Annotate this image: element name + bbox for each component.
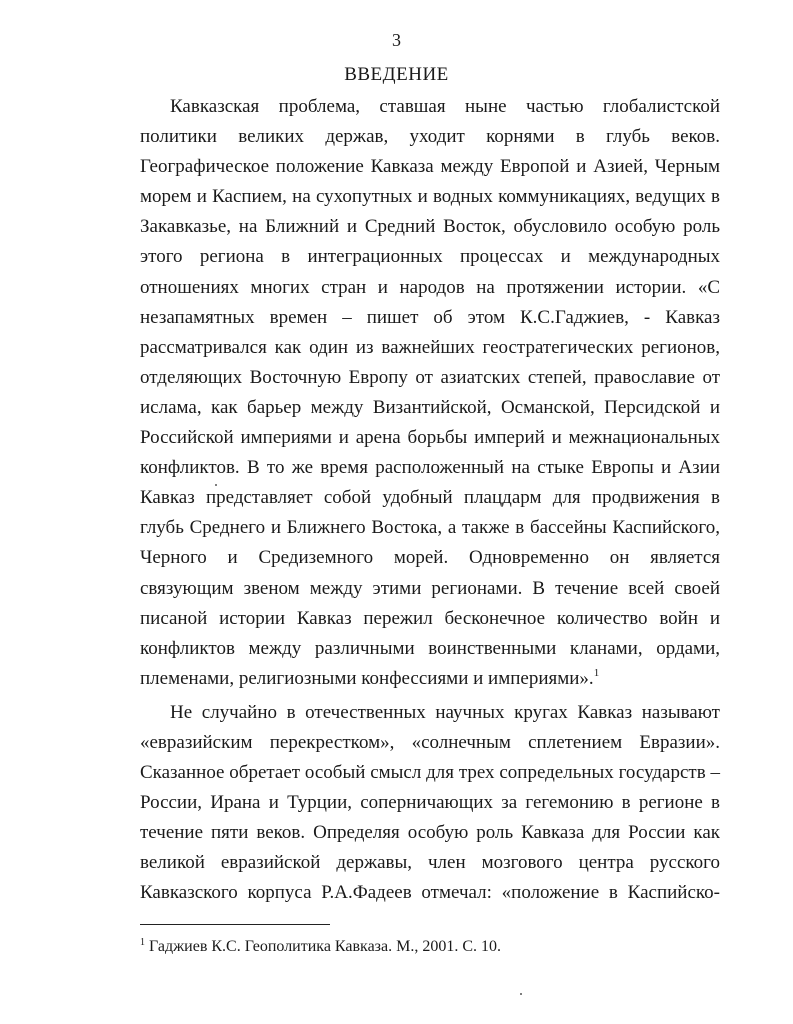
paragraph-text: Не случайно в отечественных научных кругах Кавказ называют «евразийским перекрестком», «солнечным сплетением Евразии». Сказанное обретает особый смысл для трех сопредельных государств – России, Ирана и Турции, соперничающих за гегемонию в регионе в течение пяти веков. Определяя особую роль Кавказа для России как великой евразийской державы, член мозгового центра русского Кавказского корпуса Р.А.Фадеев отмечал: «положение в Каспийско- (140, 701, 720, 904)
footnote-divider (140, 924, 330, 925)
scan-speck (215, 484, 217, 486)
body-text (140, 92, 720, 909)
scan-speck (520, 993, 522, 995)
page-title: ВВЕДЕНИЕ (344, 64, 449, 85)
footnote-marker: 1 (140, 937, 145, 948)
paragraph (140, 698, 720, 909)
page-number: 3 (392, 30, 401, 50)
paragraph-text: Кавказская проблема, ставшая ныне частью глобалистской политики великих держав, уходит корнями в глубь веков. Географическое положение Кавказа между Европой и Азией, Черным морем и Каспием, на сухопутных и водных коммуникациях, ведущих в Закавказье, на Ближний и Средний Восток, обусловило особую роль этого региона в интеграционных процессах и международных отношениях многих стран и народов на протяжении истории. «С незапамятных времен – пишет об этом К.С.Гаджиев, - Кавказ рассматривался как один из важнейших геостратегических регионов, отделяющих Восточную Европу от азиатских степей, православие от ислама, как барьер между Византийской, Османской, Персидской и Российской империями и арена борьбы империй и межнациональных конфликтов. В то же время расположенный на стыке Европы и Азии Кавказ представляет собой удобный плацдарм для продвижения в глубь Среднего и Ближнего Востока, а также в бассейны Каспийского, Черного и Средиземного морей. Одновременно он является связующим звеном между этими регионами. В течение всей своей писаной истории Кавказ пережил бесконечное количество войн и конфликтов между различными воинственными кланами, ордами, племенами, религиозными конфессиями и империями». (140, 96, 720, 689)
paragraph (140, 92, 720, 694)
footnote-text: Гаджиев К.С. Геополитика Кавказа. М., 2001. С. 10. (149, 938, 501, 955)
footnote-reference: 1 (593, 666, 600, 679)
footnote (140, 938, 501, 956)
